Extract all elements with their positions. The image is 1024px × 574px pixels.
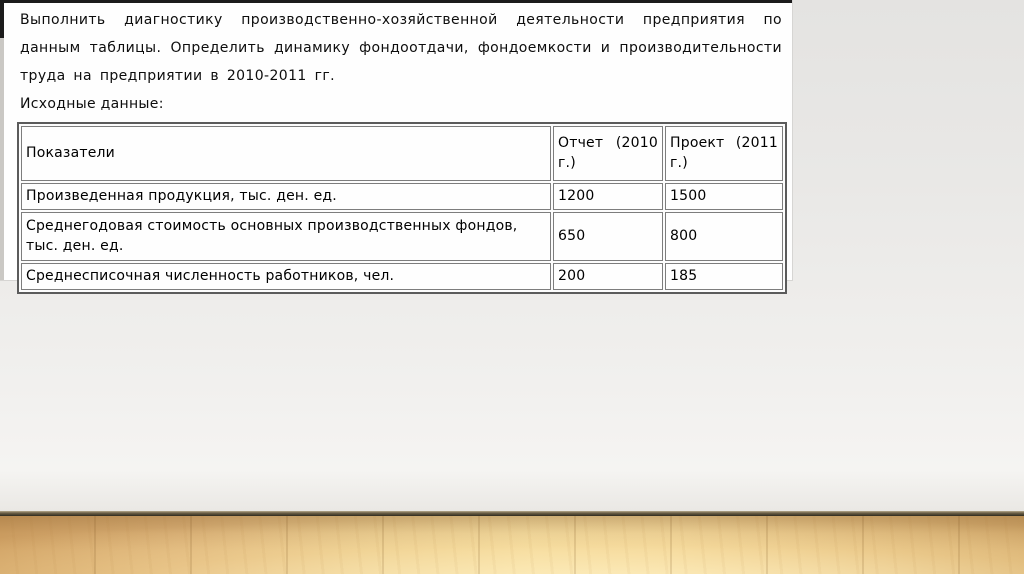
snippet-content <box>20 6 782 294</box>
table-header-row <box>21 126 783 181</box>
report-value-cell: 200 <box>553 263 663 290</box>
indicator-cell: Среднегодовая стоимость основных производственных фондов, тыс. ден. ед. <box>21 212 551 261</box>
indicator-cell: Среднесписочная численность работников, чел. <box>21 263 551 290</box>
report-value-cell: 1200 <box>553 183 663 210</box>
project-value-cell: 1500 <box>665 183 783 210</box>
snippet-left-border-gray <box>0 38 4 280</box>
snippet-top-border <box>0 0 792 3</box>
header-indicators: Показатели <box>21 126 551 181</box>
source-data-table <box>17 122 787 294</box>
source-data-label: Исходные данные: <box>20 96 164 112</box>
table-row <box>21 263 783 290</box>
table-row <box>21 183 783 210</box>
wooden-floor <box>0 516 1024 574</box>
report-value-cell: 650 <box>553 212 663 261</box>
task-description: Выполнить диагностику производственно-хозяйственной деятельности предприятия по данным таблицы. Определить динамику фондоотдачи, фондоемкости и производительности труда на предприятии в 2010-2011 гг. <box>20 12 782 84</box>
project-value-cell: 800 <box>665 212 783 261</box>
header-report-2010: Отчет (2010 г.) <box>553 126 663 181</box>
header-project-2011: Проект (2011 г.) <box>665 126 783 181</box>
snippet-left-border-dark <box>0 0 4 38</box>
content-snippet <box>0 0 793 284</box>
indicator-cell: Произведенная продукция, тыс. ден. ед. <box>21 183 551 210</box>
project-value-cell: 185 <box>665 263 783 290</box>
table-row <box>21 212 783 261</box>
